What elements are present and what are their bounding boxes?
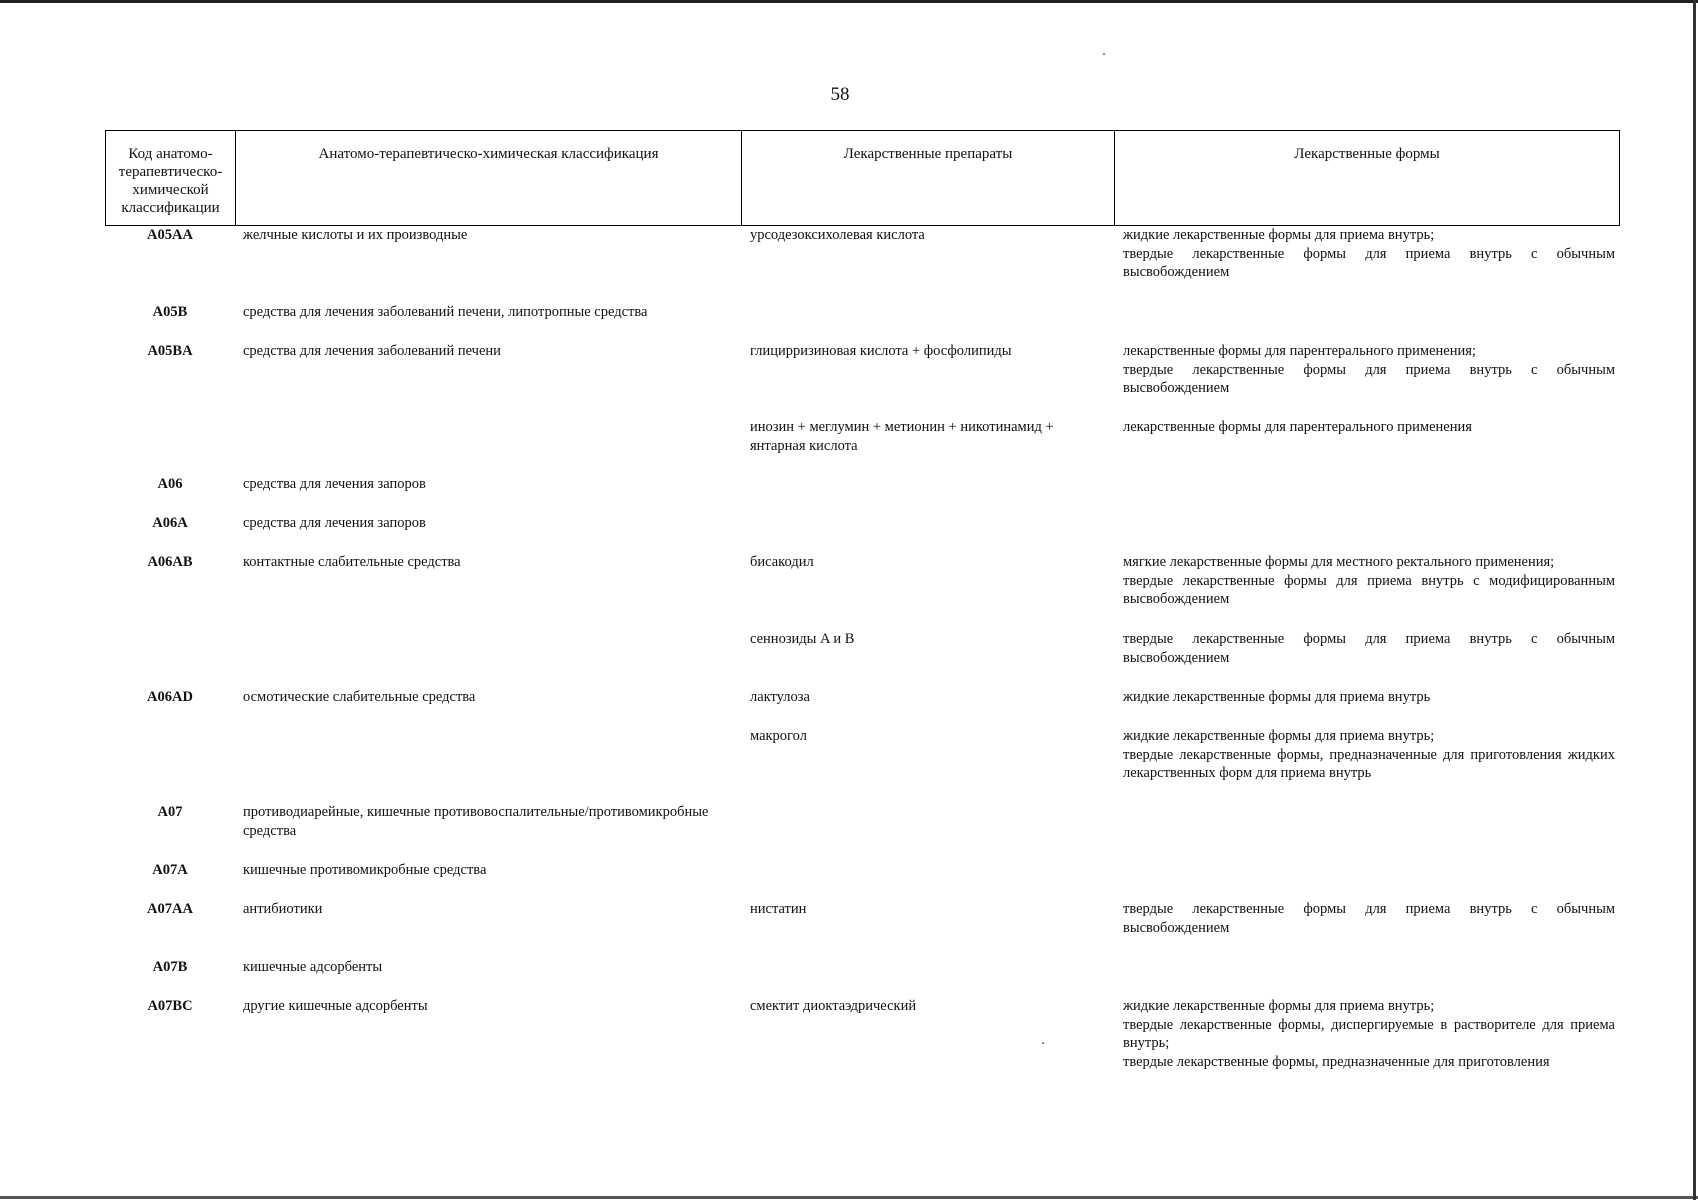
dosage-forms [1123,226,1615,282]
dosage-form-line: лекарственные формы для парентерального применения [1123,419,1472,435]
dosage-form-line: твердые лекарственные формы для приема внутрь с обычным высвобождением [1123,361,1615,396]
atc-code: A07A [152,862,188,878]
table-row [105,226,1620,303]
table-row [105,803,1620,861]
header-forms: Лекарственные формы [1114,131,1619,225]
dosage-form-line: лекарственные формы для парентерального применения; [1123,343,1476,359]
atc-code: A05B [152,304,188,320]
drug-name: нистатин [750,901,807,917]
drug-name: лактулоза [750,689,810,705]
table-row [105,900,1620,958]
table-row [105,861,1620,900]
scan-border-right [1693,0,1696,1200]
table-row [105,418,1620,475]
dosage-form-line: твердые лекарственные формы для приема внутрь с обычным высвобождением [1123,245,1615,280]
drug-name: инозин + меглумин + метионин + никотинамид + янтарная кислота [750,419,1054,454]
dosage-form-line: твердые лекарственные формы, предназначенные для приготовления жидких лекарственных форм для приема внутрь [1123,746,1615,781]
dosage-forms [1123,418,1615,437]
table-row [105,303,1620,342]
table-body [105,226,1620,1087]
dosage-form-line: жидкие лекарственные формы для приема внутрь [1123,689,1431,705]
table-row [105,342,1620,418]
dosage-forms [1123,342,1615,398]
table-row [105,475,1620,514]
dosage-forms [1123,630,1615,667]
drug-name: урсодезоксихолевая кислота [750,227,925,243]
atc-code: A06AD [147,689,193,705]
drug-name: бисакодил [750,554,814,570]
dosage-form-line: мягкие лекарственные формы для местного ректального применения; [1123,554,1555,570]
atc-classification: кишечные адсорбенты [243,959,383,975]
table-row [105,997,1620,1087]
table-row [105,688,1620,727]
atc-code: A06AB [147,554,193,570]
header-classification: Анатомо-терапевтическо-химическая классификация [235,131,741,225]
atc-classification: средства для лечения запоров [243,476,426,492]
drug-name: сеннозиды A и B [750,631,855,647]
atc-classification: средства для лечения заболеваний печени [243,343,501,359]
atc-code: A07 [157,804,183,820]
atc-classification: противодиарейные, кишечные противовоспалительные/противомикробные средства [243,804,709,839]
drug-name: смектит диоктаэдрический [750,998,917,1014]
table-row [105,727,1620,803]
header-drugs: Лекарственные препараты [741,131,1114,225]
dosage-form-line: твердые лекарственные формы для приема внутрь с обычным высвобождением [1123,901,1615,936]
dosage-forms [1123,688,1615,707]
header-code: Код анатомо-терапевтическо-химической классификации [118,146,223,216]
dosage-form-line: твердые лекарственные формы, диспергируемые в растворителе для приема внутрь; [1123,1016,1615,1051]
dosage-form-line: жидкие лекарственные формы для приема внутрь; [1123,227,1435,243]
page-number: 58 [830,84,850,105]
scan-speck [1103,53,1105,55]
atc-code: A05BA [147,343,193,359]
dosage-forms [1123,997,1615,1071]
drug-name: макрогол [750,728,807,744]
atc-classification: средства для лечения запоров [243,515,426,531]
atc-classification: желчные кислоты и их производные [243,227,468,243]
atc-classification: кишечные противомикробные средства [243,862,487,878]
dosage-form-line: твердые лекарственные формы для приема внутрь с обычным высвобождением [1123,631,1615,666]
table-header [105,130,1620,226]
dosage-form-line: жидкие лекарственные формы для приема внутрь; [1123,728,1435,744]
drug-name: глицирризиновая кислота + фосфолипиды [750,343,1012,359]
atc-code: A07AA [147,901,193,917]
dosage-forms [1123,900,1615,937]
table-row [105,553,1620,630]
atc-classification: осмотические слабительные средства [243,689,476,705]
table-row [105,958,1620,997]
table-row [105,630,1620,688]
scan-border-bottom [0,1196,1698,1199]
atc-code: A07B [152,959,188,975]
scan-border-top [0,0,1698,3]
atc-classification: контактные слабительные средства [243,554,461,570]
atc-classification: другие кишечные адсорбенты [243,998,428,1014]
atc-classification: антибиотики [243,901,323,917]
atc-code: A07BC [147,998,193,1014]
atc-classification: средства для лечения заболеваний печени, липотропные средства [243,304,648,320]
dosage-form-line: твердые лекарственные формы, предназначенные для приготовления [1123,1053,1550,1070]
atc-code: A06A [152,515,188,531]
atc-code: A06 [157,476,183,492]
table-row [105,514,1620,553]
atc-code: A05AA [147,227,193,243]
dosage-forms [1123,727,1615,783]
dosage-form-line: твердые лекарственные формы для приема внутрь с модифицированным высвобождением [1123,572,1615,607]
dosage-form-line: жидкие лекарственные формы для приема внутрь; [1123,998,1435,1014]
dosage-forms [1123,553,1615,609]
